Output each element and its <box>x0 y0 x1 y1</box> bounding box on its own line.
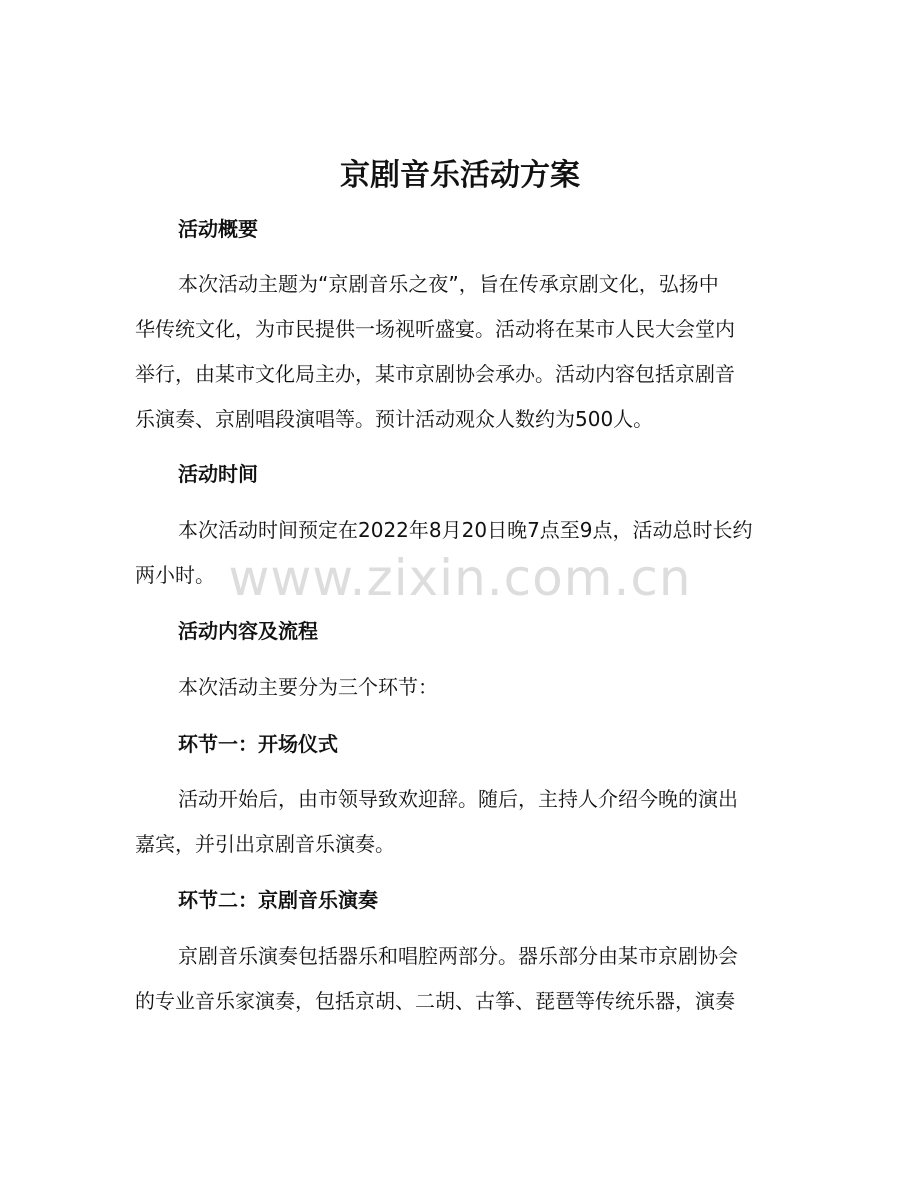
document-title: 京剧音乐活动方案 <box>340 158 580 193</box>
time-line-2: 两小时。 <box>135 563 215 587</box>
overview-line-3: 举行，由某市文化局主办，某市京剧协会承办。活动内容包括京剧音 <box>135 362 735 386</box>
time-line-1: 本次活动时间预定在2022年8月20日晚7点至9点，活动总时长约 <box>178 518 753 542</box>
overview-line-2: 华传统文化，为市民提供一场视听盛宴。活动将在某市人民大会堂内 <box>135 317 735 341</box>
stage1-line-2: 嘉宾，并引出京剧音乐演奏。 <box>135 832 395 856</box>
content-intro: 本次活动主要分为三个环节： <box>178 675 438 699</box>
section-heading-overview: 活动概要 <box>178 217 258 241</box>
section-heading-time: 活动时间 <box>178 462 258 486</box>
overview-line-1: 本次活动主题为“京剧音乐之夜”，旨在传承京剧文化，弘扬中 <box>178 272 719 296</box>
stage1-line-1: 活动开始后，由市领导致欢迎辞。随后，主持人介绍今晚的演出 <box>178 787 738 811</box>
section-heading-stage2: 环节二：京剧音乐演奏 <box>178 888 378 912</box>
watermark-text: www.zixin.com.cn <box>228 549 692 607</box>
section-heading-content: 活动内容及流程 <box>178 619 318 643</box>
stage2-line-2: 的专业音乐家演奏，包括京胡、二胡、古筝、琵琶等传统乐器，演奏 <box>135 989 735 1013</box>
overview-line-4: 乐演奏、京剧唱段演唱等。预计活动观众人数约为500人。 <box>135 407 654 431</box>
section-heading-stage1: 环节一：开场仪式 <box>178 732 338 756</box>
stage2-line-1: 京剧音乐演奏包括器乐和唱腔两部分。器乐部分由某市京剧协会 <box>178 944 738 968</box>
